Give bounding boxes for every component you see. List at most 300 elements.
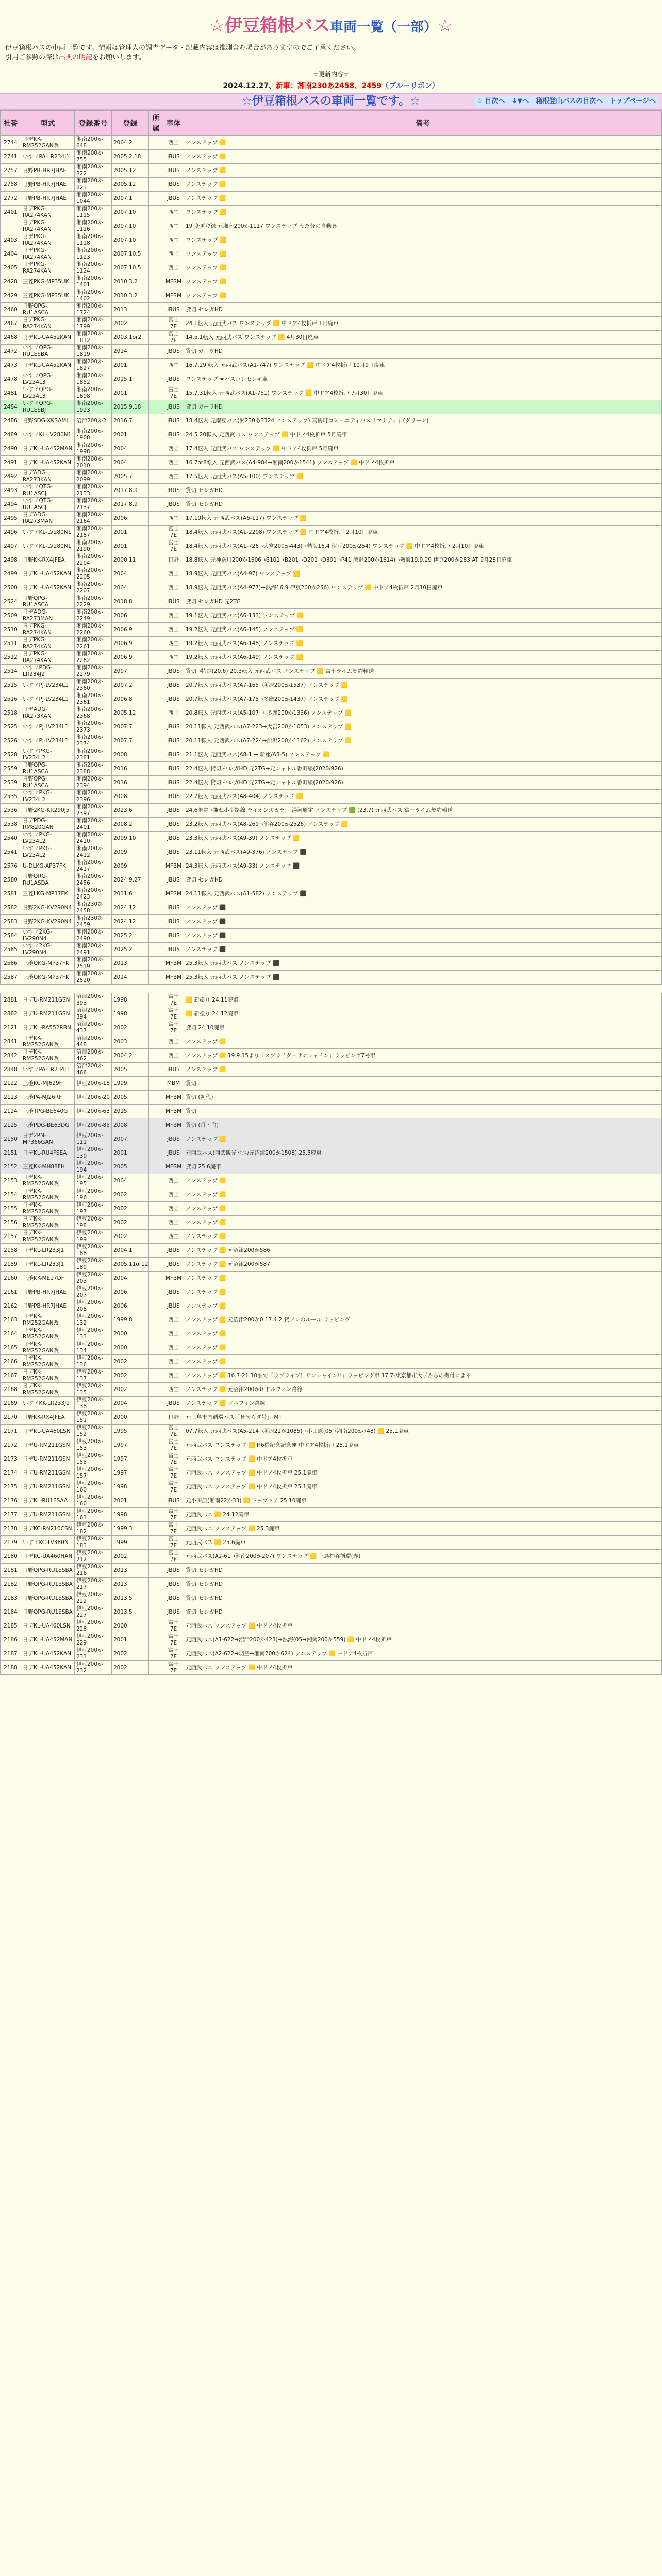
registered-cell: 2007.10 — [112, 206, 149, 219]
vehicle-table — [0, 110, 662, 1675]
plate-cell: 湘南200か1812 — [75, 331, 112, 345]
plate-cell: 湘南200か2456 — [75, 873, 112, 887]
remarks-cell: 19.2転入 元西武バス(A6-145) ノンステップ 🟨 — [184, 623, 662, 637]
plate-cell: 湘南200か2394 — [75, 776, 112, 790]
model-cell: 日デKL-LR233J1 — [21, 1244, 75, 1258]
plate-cell: 伊豆200か208 — [75, 1299, 112, 1313]
fleet-number-cell: 2515 — [1, 679, 21, 692]
nav-links[interactable]: ☆ 目次へ ↓▼へ 箱根登山バスの目次へ トップページへ — [474, 96, 658, 107]
plate-cell: 湘南200か2374 — [75, 734, 112, 748]
model-cell: いすゞKC-LV380N — [21, 1536, 75, 1550]
spacer-row — [1, 985, 662, 993]
update-blue: （ブルーリボン） — [382, 82, 439, 90]
depot-cell — [149, 512, 163, 526]
fleet-number-cell: 2184 — [1, 1605, 21, 1619]
registered-cell: 2007.10.5 — [112, 247, 149, 261]
depot-cell — [149, 345, 163, 359]
plate-cell: 伊豆200か132 — [75, 1313, 112, 1327]
body-cell: 富士7E — [163, 539, 184, 553]
remarks-cell: 20.7転入 元西武バス(A7-165→所沢200か1537) ノンステップ 🟨 — [184, 679, 662, 692]
table-row — [1, 873, 662, 887]
plate-cell: 湘南200か2519 — [75, 957, 112, 971]
remarks-cell: 24.5.20転入 元西武バス ワンステップ 🟨 中ドア4枚折戸 5月廃車 — [184, 428, 662, 442]
model-cell: 日デKK-RM252GAN改 — [21, 1230, 75, 1244]
table-row — [1, 790, 662, 804]
table-row — [1, 345, 662, 359]
remarks-cell: 貸切 ガーラHD — [184, 345, 662, 359]
remarks-cell: 15.7.31転入 元西武バス(A1-751) ワンステップ 🟨 中ドア4枚折戸 7月30日廃車 — [184, 386, 662, 400]
depot-cell — [149, 1369, 163, 1383]
table-row — [1, 818, 662, 832]
remarks-cell: ワンステップ 🟨 — [184, 289, 662, 303]
remarks-cell: ノンステップ ⬛ — [184, 915, 662, 929]
remarks-cell: ノンステップ 🟨 — [184, 1299, 662, 1313]
remarks-cell: 23.3転入 元西武バス(A9-39) ノンステップ 🟨 — [184, 832, 662, 845]
model-cell: 日デADG-RA273MAN — [21, 512, 75, 526]
remarks-cell: ノンステップ 🟨 — [184, 1035, 662, 1049]
body-cell: 西工 — [163, 581, 184, 595]
fleet-number-cell: 2536 — [1, 804, 21, 818]
depot-cell — [149, 526, 163, 539]
depot-cell — [149, 442, 163, 456]
table-row — [1, 567, 662, 581]
col-header: 所属 — [149, 111, 163, 136]
plate-cell: 湘南200か1998 — [75, 442, 112, 456]
intro-line-2 — [5, 53, 657, 62]
body-cell: MFBM — [163, 1272, 184, 1285]
fleet-number-cell: 2161 — [1, 1285, 21, 1299]
table-row — [1, 832, 662, 845]
model-cell: 日野PB-HR7JHAE — [21, 1285, 75, 1299]
table-row — [1, 679, 662, 692]
plate-cell: 湘南200か2260 — [75, 623, 112, 637]
table-row — [1, 233, 662, 247]
body-cell: JBUS — [163, 776, 184, 790]
table-row — [1, 1591, 662, 1605]
fleet-number-cell: 2159 — [1, 1258, 21, 1272]
remarks-cell: 貸切 — [184, 1077, 662, 1091]
registered-cell: 2007.7 — [112, 734, 149, 748]
plate-cell: 湘南200か1044 — [75, 192, 112, 206]
body-cell: 西工 — [163, 442, 184, 456]
depot-cell — [149, 470, 163, 484]
fleet-number-cell: 2179 — [1, 1536, 21, 1550]
fleet-number-cell: 2150 — [1, 1132, 21, 1146]
fleet-number-cell: 2481 — [1, 386, 21, 400]
remarks-cell: 21.1転入 元西武バス(A8-1 → 新座/A8-5) ノンステップ 🟨 — [184, 748, 662, 762]
remarks-cell: 24.11転入 元西武バス(A1-582) ノンステップ ⬛ — [184, 887, 662, 901]
body-cell: 富士7E — [163, 526, 184, 539]
plate-cell: 沼津200か437 — [75, 1021, 112, 1035]
plate-cell: 湘南200か2137 — [75, 498, 112, 512]
fleet-number-cell: 2524 — [1, 595, 21, 609]
table-row — [1, 1202, 662, 1216]
model-cell: 日デPDG-RM820GAN — [21, 818, 75, 832]
model-cell: 日デKK-RM252GAN改 — [21, 136, 75, 150]
remarks-cell: ノンステップ 🟨 — [184, 1174, 662, 1188]
table-row — [1, 539, 662, 553]
depot-cell — [149, 1480, 163, 1494]
plate-cell: 湘南200か822 — [75, 164, 112, 178]
table-row — [1, 1466, 662, 1480]
table-row — [1, 400, 662, 414]
table-row — [1, 720, 662, 734]
col-header: 型式 — [21, 111, 75, 136]
fleet-number-cell: 2539 — [1, 776, 21, 790]
remarks-cell: 18.4転入 元西武バス(A1-2208) ワンステップ 🟨 中ドア4枚折戸 2月10日廃車 — [184, 526, 662, 539]
plate-cell: 湘南200か2412 — [75, 845, 112, 859]
body-cell: 西工 — [163, 247, 184, 261]
table-row — [1, 1035, 662, 1049]
registered-cell: 2014. — [112, 345, 149, 359]
fleet-number-cell: 2124 — [1, 1105, 21, 1118]
plate-cell: 湘南200か823 — [75, 178, 112, 192]
depot-cell — [149, 428, 163, 442]
fleet-number-cell: 2467 — [1, 317, 21, 331]
remarks-cell: 19.2転入 元西武バス(A6-149) ノンステップ 🟨 — [184, 651, 662, 665]
body-cell: MFBM — [163, 1105, 184, 1118]
fleet-number-cell: 2169 — [1, 1397, 21, 1411]
registered-cell: 2004.1 — [112, 1244, 149, 1258]
remarks-cell: 23.11転入 元西武バス(A9-376) ノンステップ ⬛ — [184, 845, 662, 859]
plate-cell: 伊豆200か138 — [75, 1397, 112, 1411]
fleet-number-cell: 2478 — [1, 372, 21, 386]
table-row — [1, 1550, 662, 1564]
depot-cell — [149, 219, 163, 233]
depot-cell — [149, 1341, 163, 1355]
body-cell: 西工 — [163, 651, 184, 665]
body-cell: 富士7E — [163, 1536, 184, 1550]
body-cell: 西工 — [163, 623, 184, 637]
depot-cell — [149, 1230, 163, 1244]
depot-cell — [149, 1411, 163, 1425]
model-cell: 日デKL-UA460LSN — [21, 1425, 75, 1438]
registered-cell: 2002. — [112, 1202, 149, 1216]
model-cell: 日デU-RM211GSN — [21, 993, 75, 1007]
spacer-cell — [1, 985, 662, 993]
registered-cell: 2023.6 — [112, 804, 149, 818]
depot-cell — [149, 164, 163, 178]
fleet-number-cell: 2187 — [1, 1647, 21, 1661]
fleet-number-cell: 2160 — [1, 1272, 21, 1285]
plate-cell: 湘南200か2279 — [75, 665, 112, 679]
table-row — [1, 414, 662, 428]
registered-cell: 2017.8.9 — [112, 498, 149, 512]
depot-cell — [149, 776, 163, 790]
table-row — [1, 993, 662, 1007]
update-label: 新車： — [275, 82, 297, 90]
registered-cell: 2004. — [112, 1272, 149, 1285]
remarks-cell: 貸切 セレガHD — [184, 1591, 662, 1605]
depot-cell — [149, 1091, 163, 1105]
registered-cell: 2007.10 — [112, 219, 149, 233]
table-row — [1, 1216, 662, 1230]
registered-cell: 2007.10 — [112, 233, 149, 247]
depot-cell — [149, 637, 163, 651]
fleet-number-cell: 2175 — [1, 1480, 21, 1494]
depot-cell — [149, 651, 163, 665]
registered-cell: 2006.9 — [112, 623, 149, 637]
remarks-cell: 16.7.29 転入 元西武バス(A1-747) ワンステップ 🟨 中ドア4枚折戸 10月9日廃車 — [184, 359, 662, 372]
table-body-primary — [1, 136, 662, 985]
body-cell: 西工 — [163, 1383, 184, 1397]
depot-cell — [149, 289, 163, 303]
table-row — [1, 1007, 662, 1021]
model-cell: いすゞPKG-LV234L2 — [21, 845, 75, 859]
model-cell: 日野PB-HR7JHAE — [21, 1299, 75, 1313]
body-cell: JBUS — [163, 484, 184, 498]
model-cell: 日デKL-UA452KAN — [21, 581, 75, 595]
fleet-number-cell: 2581 — [1, 887, 21, 901]
remarks-cell: ノンステップ 🟨 ドルフィン路線 — [184, 1397, 662, 1411]
table-row — [1, 1341, 662, 1355]
body-cell: 西工 — [163, 1174, 184, 1188]
plate-cell: 湘南200か1724 — [75, 303, 112, 317]
registered-cell: 1995. — [112, 1425, 149, 1438]
registered-cell: 2024.9.27 — [112, 873, 149, 887]
depot-cell — [149, 1619, 163, 1633]
fleet-number-cell: 2525 — [1, 720, 21, 734]
fleet-number-cell: 2496 — [1, 526, 21, 539]
fleet-number-cell: 2171 — [1, 1425, 21, 1438]
plate-cell: 伊豆200か18 — [75, 1077, 112, 1091]
table-row — [1, 1355, 662, 1369]
body-cell: JBUS — [163, 929, 184, 943]
model-cell: いすゞKK-LR233J1 — [21, 1397, 75, 1411]
model-cell: 日デADG-RA273MAN — [21, 609, 75, 623]
registered-cell: 2006.9 — [112, 651, 149, 665]
remarks-cell: 25.3転入 元西武バス ノンステップ ⬛ — [184, 971, 662, 985]
depot-cell — [149, 901, 163, 915]
body-cell: 富士7E — [163, 1466, 184, 1480]
registered-cell: 2008. — [112, 790, 149, 804]
registered-cell: 2024.12 — [112, 901, 149, 915]
body-cell: JBUS — [163, 1063, 184, 1077]
table-row — [1, 331, 662, 345]
depot-cell — [149, 1258, 163, 1272]
depot-cell — [149, 581, 163, 595]
body-cell: JBUS — [163, 818, 184, 832]
registered-cell: 2002. — [112, 1369, 149, 1383]
plate-cell: 伊豆200か183 — [75, 1536, 112, 1550]
model-cell: 日野QPG-RU1ASCA — [21, 776, 75, 790]
fleet-number-cell: 2151 — [1, 1146, 21, 1160]
table-row — [1, 776, 662, 790]
model-cell: いすゞPJ-LV234L1 — [21, 679, 75, 692]
registered-cell: 2025.2 — [112, 929, 149, 943]
plate-cell: 湘南230あ2458 — [75, 901, 112, 915]
plate-cell: 湘南200か2261 — [75, 637, 112, 651]
body-cell: JBUS — [163, 400, 184, 414]
body-cell: MFBM — [163, 289, 184, 303]
registered-cell: 2001. — [112, 1146, 149, 1160]
body-cell: 富士7E — [163, 1452, 184, 1466]
intro-line-1: 伊豆箱根バスの車両一覧です。情報は管理人の調査データ・記載内容は推測含む場合がありますのでご了承ください。 — [5, 44, 360, 52]
body-cell: 西工 — [163, 261, 184, 275]
fleet-number-cell: 2583 — [1, 915, 21, 929]
body-cell: JBUS — [163, 845, 184, 859]
depot-cell — [149, 1244, 163, 1258]
body-cell: JBUS — [163, 1285, 184, 1299]
remarks-cell: ノンステップ 🟨 — [184, 1216, 662, 1230]
remarks-cell: ノンステップ 🟨 — [184, 1327, 662, 1341]
fleet-number-cell: 2155 — [1, 1202, 21, 1216]
table-row — [1, 1480, 662, 1494]
table-row — [1, 1494, 662, 1508]
depot-cell — [149, 553, 163, 567]
fleet-number-cell: 2510 — [1, 623, 21, 637]
table-row — [1, 1383, 662, 1397]
fleet-number-cell: 2587 — [1, 971, 21, 985]
table-row — [1, 943, 662, 957]
body-cell: 富士7E — [163, 1508, 184, 1522]
depot-cell — [149, 1605, 163, 1619]
model-cell: 三菱QKG-MP37FK — [21, 971, 75, 985]
table-row — [1, 1633, 662, 1647]
remarks-cell: 22.4転入 貸切 セレガHD 元2TG→元シャトル番町線(2020/926) — [184, 776, 662, 790]
plate-cell: 伊豆200か133 — [75, 1327, 112, 1341]
table-row — [1, 275, 662, 289]
remarks-cell: 元西武バス 🟨 25.6廃車 — [184, 1536, 662, 1550]
plate-cell: 伊豆200か195 — [75, 1174, 112, 1188]
fleet-number-cell: 2167 — [1, 1369, 21, 1383]
depot-cell — [149, 136, 163, 150]
plate-cell: 湘南200か2099 — [75, 470, 112, 484]
fleet-number-cell: 2744 — [1, 136, 21, 150]
depot-cell — [149, 623, 163, 637]
model-cell: 日野QPG-RU1ESBA — [21, 1564, 75, 1578]
depot-cell — [149, 957, 163, 971]
depot-cell — [149, 400, 163, 414]
registered-cell: 2016.7 — [112, 414, 149, 428]
table-row — [1, 470, 662, 484]
fleet-number-cell: 2499 — [1, 567, 21, 581]
depot-cell — [149, 1160, 163, 1174]
model-cell: いすゞPKG-LV234L2 — [21, 748, 75, 762]
registered-cell: 2018.8 — [112, 595, 149, 609]
body-cell: JBUS — [163, 595, 184, 609]
registered-cell: 2007.1 — [112, 192, 149, 206]
table-row — [1, 372, 662, 386]
model-cell: 日デKL-UA460LSN — [21, 1619, 75, 1633]
table-row — [1, 915, 662, 929]
fleet-number-cell: 2173 — [1, 1452, 21, 1466]
plate-cell: 湘南200か2396 — [75, 790, 112, 804]
registered-cell: 2006. — [112, 512, 149, 526]
remarks-cell: 14.5.1転入 元西武バス ワンステップ 🟨 4月30日廃車 — [184, 331, 662, 345]
body-cell: 西工 — [163, 1230, 184, 1244]
plate-cell: 湘南200か2164 — [75, 512, 112, 526]
remarks-cell: 16.7or8転入 元西武バス(A4-984→湘南200か1541) ワンステップ 🟨 中ドア4枚折戸 — [184, 456, 662, 470]
model-cell: いすゞKL-LV280N1 — [21, 526, 75, 539]
body-cell: 西工 — [163, 1341, 184, 1355]
plate-cell: 湘南200か2010 — [75, 456, 112, 470]
body-cell: JBUS — [163, 790, 184, 804]
depot-cell — [149, 845, 163, 859]
depot-cell — [149, 1035, 163, 1049]
remarks-cell: ノンステップ 🟨 — [184, 1230, 662, 1244]
plate-cell: 沼津200か462 — [75, 1049, 112, 1063]
model-cell: 日デKK-RM252GAN改 — [21, 1049, 75, 1063]
registered-cell: 2002. — [112, 1661, 149, 1675]
plate-cell: 湘南200か2229 — [75, 595, 112, 609]
table-row — [1, 526, 662, 539]
fleet-number-cell: 2404 — [1, 247, 21, 261]
plate-cell: 伊豆200か207 — [75, 1285, 112, 1299]
fleet-number-cell: 2162 — [1, 1299, 21, 1313]
depot-cell — [149, 790, 163, 804]
table-row — [1, 887, 662, 901]
remarks-cell: 元西武バス ワンステップ 🟨 中ドア4枚折戸 — [184, 1619, 662, 1633]
update-red: 湘南230あ2458、2459 — [297, 82, 382, 90]
remarks-cell: ノンステップ 🟨 — [184, 150, 662, 164]
remarks-cell: 元西武バス(A2-61→湘南200か207) ワンステップ 🟨 三島柏谷循環(赤) — [184, 1550, 662, 1564]
table-row — [1, 1411, 662, 1425]
table-row — [1, 1605, 662, 1619]
remarks-cell: ノンステップ 🟨 元沼津200か0 ドルフィン路線 — [184, 1383, 662, 1397]
depot-cell — [149, 943, 163, 957]
model-cell: 日野SDG-XKSAMJ — [21, 414, 75, 428]
fleet-number-cell: 2492 — [1, 470, 21, 484]
table-row — [1, 136, 662, 150]
table-row — [1, 247, 662, 261]
fleet-number-cell: 2188 — [1, 1661, 21, 1675]
model-cell: 日野QPG-RU1ASCA — [21, 595, 75, 609]
depot-cell — [149, 372, 163, 386]
depot-cell — [149, 734, 163, 748]
depot-cell — [149, 1578, 163, 1591]
fleet-number-cell: 2152 — [1, 1160, 21, 1174]
table-row — [1, 706, 662, 720]
model-cell: いすゞQPG-LV234L3 — [21, 372, 75, 386]
model-cell: いすゞKL-LV280N1 — [21, 539, 75, 553]
registered-cell: 2004.2 — [112, 1049, 149, 1063]
fleet-number-cell: 2429 — [1, 289, 21, 303]
remarks-cell: 貸切 セレガHD — [184, 1578, 662, 1591]
fleet-number-cell: 2514 — [1, 665, 21, 679]
remarks-cell: 22.4転入 貸切 セレガHD 元2TG→元シャトル番町線(2020/926) — [184, 762, 662, 776]
model-cell: いすゞQPG-LV234L3 — [21, 386, 75, 400]
fleet-number-cell: 2586 — [1, 957, 21, 971]
body-cell: JBUS — [163, 1494, 184, 1508]
registered-cell: 2002. — [112, 1647, 149, 1661]
model-cell: 日デKL-RU1ESAA — [21, 1494, 75, 1508]
model-cell: 日デKK-RM252GAN改 — [21, 1355, 75, 1369]
table-row — [1, 1105, 662, 1118]
registered-cell: 2007.7 — [112, 720, 149, 734]
plate-cell: 伊豆200か229 — [75, 1633, 112, 1647]
fleet-number-cell: 2511 — [1, 637, 21, 651]
remarks-cell: 元西武バス ワンステップ 🟨 中ドア4枚折戸 25.1廃車 — [184, 1466, 662, 1480]
body-cell: JBUS — [163, 734, 184, 748]
remarks-cell: 貸切 (初代) — [184, 1091, 662, 1105]
remarks-cell: 貸切 24.10廃車 — [184, 1021, 662, 1035]
page-title-tail: ☆ — [437, 15, 453, 36]
plate-cell: 湘南200か2410 — [75, 832, 112, 845]
plate-cell: 伊豆200か216 — [75, 1564, 112, 1578]
depot-cell — [149, 150, 163, 164]
table-row — [1, 289, 662, 303]
plate-cell: 沼津200か466 — [75, 1063, 112, 1077]
table-row — [1, 428, 662, 442]
table-row — [1, 1508, 662, 1522]
table-row — [1, 651, 662, 665]
registered-cell: 2009. — [112, 845, 149, 859]
depot-cell — [149, 1146, 163, 1160]
model-cell: 日デKK-RM252GAN改 — [21, 1313, 75, 1327]
registered-cell: 2009. — [112, 859, 149, 873]
fleet-number-cell: 2848 — [1, 1063, 21, 1077]
